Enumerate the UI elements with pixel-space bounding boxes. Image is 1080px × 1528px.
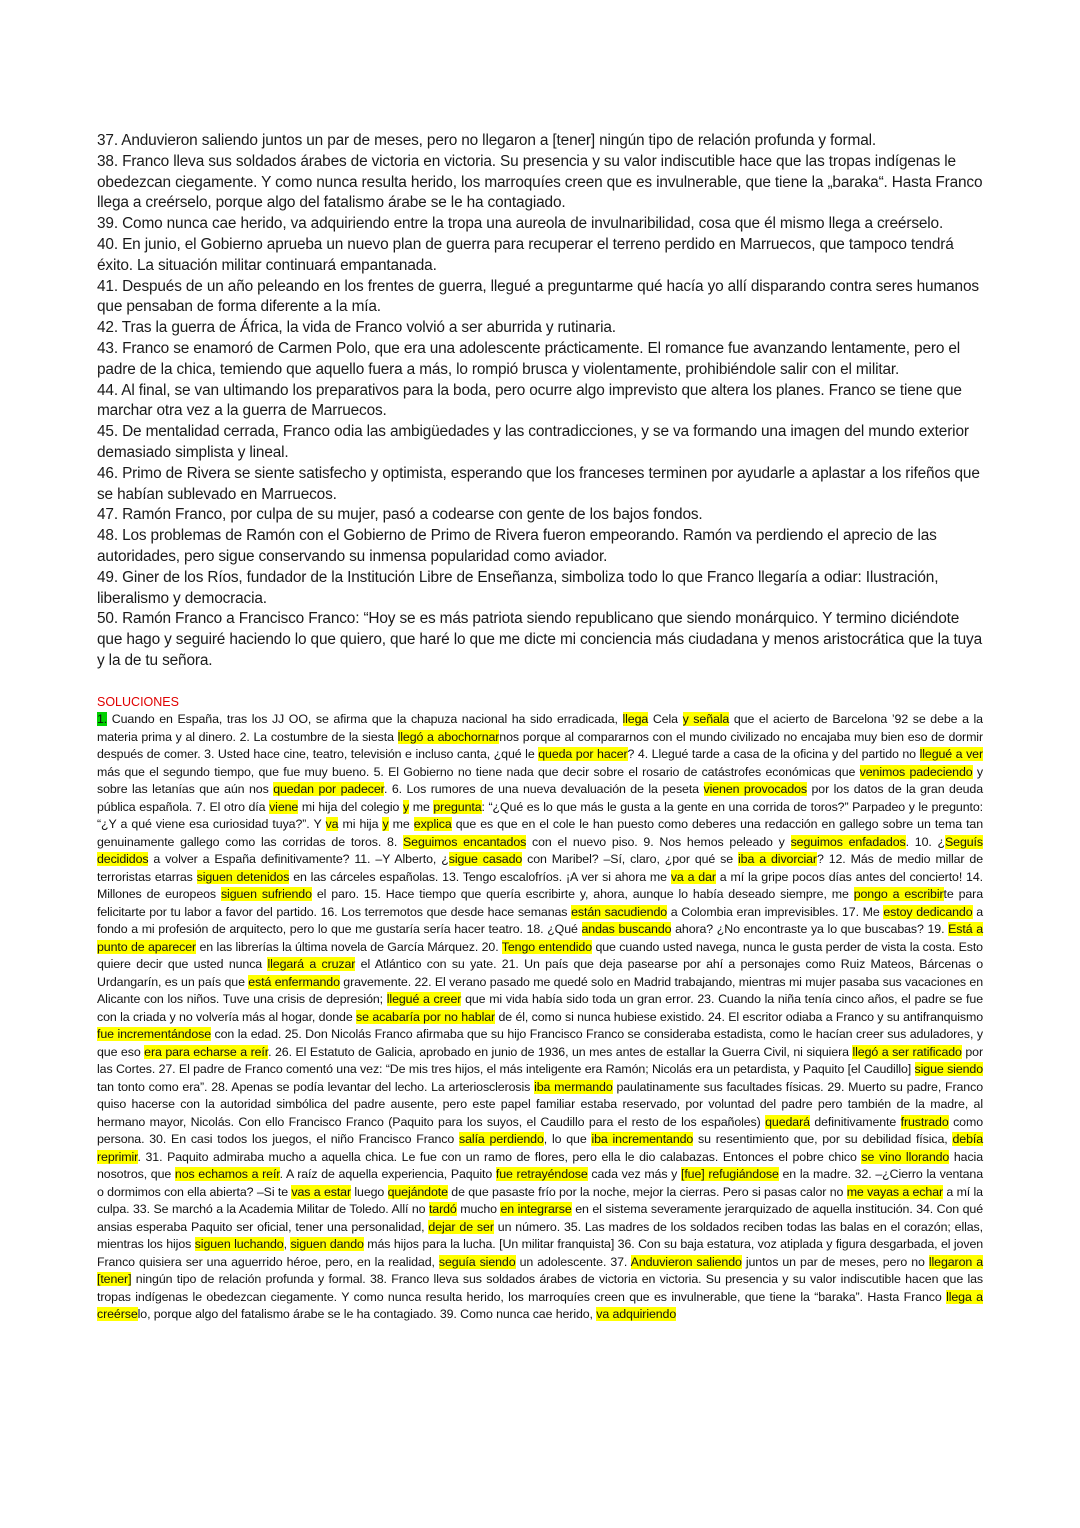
answer-highlight: pongo a escribir <box>853 887 944 901</box>
answer-highlight: va <box>325 817 339 831</box>
solution-text: me <box>409 799 434 814</box>
answer-highlight: estoy dedicando <box>883 904 973 919</box>
answer-highlight: frustrado <box>900 1114 949 1129</box>
answer-highlight: seguía siendo <box>438 1254 516 1269</box>
solution-text: como persona. 30. En casi todos los juegos, el niño Francisco Franco <box>97 1114 983 1146</box>
solution-text: , <box>283 1237 291 1251</box>
exercise-42: 42. Tras la guerra de África, la vida de Franco volvió a ser aburrida y rutinaria. <box>97 319 616 337</box>
answer-highlight: Está a punto de aparecer <box>97 922 984 954</box>
solution-text: . 31. Paquito admiraba mucho a aquella chica. Le fue con un ramo de flores, pero ella le dio calabazas. Entonces el pobre chico <box>137 1149 862 1164</box>
answer-highlight: iba a divorciar <box>738 852 817 866</box>
solution-text: tan tonto como era”. 28. Apenas se podía levantar del lecho. La arteriosclerosis <box>97 1079 535 1094</box>
answer-highlight: viene <box>269 799 299 814</box>
solution-text: . A raíz de aquella experiencia, Paquito <box>279 1167 496 1181</box>
answer-highlight: están sacudiendo <box>571 904 668 919</box>
solution-text: : “¿Qué es lo que más le gusta a la gente en una corrida de toros?” Parpadeo y le pregunto: “¿Y a qué viene esa curiosidad tuya?”. Y <box>97 799 983 831</box>
solution-text: y sobre las letanías que aún nos <box>97 764 983 796</box>
answer-highlight: Seguimos encantados <box>403 834 527 849</box>
solution-text: . 26. El Estatuto de Galicia, aprobado en junio de 1936, un mes antes de estallar la Guerra Civil, ni siquiera <box>268 1044 853 1059</box>
solution-text: a volver a España definitivamente? 11. –Y Alberto, ¿ <box>148 852 449 866</box>
solution-text: luego <box>350 1184 388 1199</box>
answer-highlight: pregunta <box>433 799 482 814</box>
solution-text: Cuando en España, tras los JJ OO, se afirma que la chapuza nacional ha sido erradicada, <box>107 712 623 726</box>
exercise-39: 39. Como nunca cae herido, va adquiriendo entre la tropa una aureola de invulnaribilidad, cosa que él mismo llega a creérselo. <box>97 215 944 233</box>
solution-text: más que el segundo tiempo, que fue muy bueno. 5. El Gobierno no tiene nada que decir sobre el rosario de catástrofes económicas que <box>97 764 860 779</box>
solution-text: . 10. ¿ <box>905 834 945 849</box>
exercise-38: 38. Franco lleva sus soldados árabes de victoria en victoria. Su presencia y su valor indiscutible hace que las tropas indígenas le obedezcan ciegamente. Y como nunca resulta herido, los marroquíes creen que es invulnerable, que tiene la „baraka“. Hasta Franco llega a creérselo, porque algo del fatalismo árabe se le ha contagiado. <box>97 152 983 212</box>
solution-text: que es que en el cole le han puesto como deberes una redacción en gallego sobre un tema tan genuinamente gallego como las corridas de toros. 8. <box>97 817 983 849</box>
solution-text: con el nuevo piso. 9. Nos hemos peleado y <box>526 834 791 849</box>
exercise-46: 46. Primo de Rivera se siente satisfecho y optimista, esperando que los franceses terminen por ayudarle a aplastar a los rifeños que se habían sublevado en Marruecos. <box>97 464 980 503</box>
answer-highlight: y <box>402 799 410 814</box>
answer-highlight: vienen provocados <box>703 782 807 796</box>
exercise-48: 48. Los problemas de Ramón con el Gobierno de Primo de Rivera fueron empeorando. Ramón va perdiendo el aprecio de las autoridades, pero sigue conservando su inmensa popularidad como aviador. <box>97 527 937 565</box>
solution-text: nos porque al compararnos con el mundo civilizado no encajaba muy bien eso de dormir después de comer. 3. Usted hace cine, teatro, televisión e incluso canta, ¿qué le <box>97 729 983 761</box>
answer-highlight: Tengo entendido <box>501 939 592 954</box>
exercise-40: 40. En junio, el Gobierno aprueba un nuevo plan de guerra para recuperar el terreno perdido en Marruecos, que tampoco tendrá éxito. La situación militar continuará empantanada. <box>97 235 954 274</box>
answer-highlight: Anduvieron saliendo <box>630 1254 742 1269</box>
solution-text: a mí la culpa. 33. Se marchó a la Academia Militar de Toledo. Allí no <box>97 1184 983 1216</box>
solution-text: , lo que <box>543 1132 592 1146</box>
answer-highlight: se acabaría por no hablar <box>356 1009 496 1024</box>
answer-highlight: vas a estar <box>291 1184 351 1199</box>
solution-text: gravemente. 22. El verano pasado me quedé solo en Madrid trabajando, mientras mi mujer pasaba sus vacaciones en Alicante con los niños. Tuve una crisis de depresión; <box>97 974 983 1006</box>
solution-text: un adolescente. 37. <box>515 1254 631 1269</box>
solution-text: que el acierto de Barcelona ’92 se debe a la materia prima y al dinero. 2. La costumbre de la siesta <box>97 712 983 744</box>
answer-highlight: llegará a cruzar <box>267 957 356 971</box>
solution-text: por las Cortes. 27. El padre de Franco comentó una vez: “De mis tres hijos, el más inteligente era Ramón; Nicolás era un petardista, y Paquito [el Caudillo] <box>97 1044 983 1076</box>
answer-highlight: está enfermando <box>248 974 340 989</box>
answer-highlight: quedará <box>765 1114 810 1129</box>
solution-text: ahora? ¿No encontraste ya lo que buscabas? 19. <box>671 922 949 936</box>
answer-highlight: Seguís decididos <box>97 834 983 866</box>
answer-highlight: llegué a ver <box>919 747 983 761</box>
answer-highlight: siguen detenidos <box>196 869 290 884</box>
answer-highlight: sigue siendo <box>914 1062 983 1076</box>
solution-text: mucho <box>456 1202 501 1216</box>
answer-highlight: venimos padeciendo <box>859 764 973 779</box>
solution-text: un número. 35. Las madres de los soldados reciben todas las balas en el corazón; ellas, mientras los hijos <box>97 1219 983 1251</box>
answer-highlight: llega a creérse <box>97 1289 983 1321</box>
answer-highlight: andas buscando <box>581 922 672 936</box>
answer-highlight: llegaron a [tener] <box>97 1254 984 1286</box>
answer-highlight: siguen dando <box>290 1237 364 1251</box>
solutions-heading: SOLUCIONES <box>97 695 179 709</box>
solution-text: cada vez más y <box>587 1167 681 1181</box>
exercise-50: 50. Ramón Franco a Francisco Franco: “Hoy se es más patriota siendo republicano que siendo monárquico. Y termino diciéndote que hago y seguiré haciendo lo que quiero, que haré lo que me dicte mi conciencia más ciudadana y menos aristocrática que la tuya y la de tu señora. <box>97 610 982 669</box>
answer-highlight: en integrarse <box>500 1202 572 1216</box>
answer-highlight: quedan por padecer <box>273 782 384 796</box>
answer-highlight: [fue] refugiándose <box>680 1167 779 1181</box>
solutions-paragraph <box>97 711 983 1324</box>
solution-text: en las librerías la última novela de García Márquez. 20. <box>196 939 502 954</box>
answer-highlight: debía reprimir <box>97 1132 983 1164</box>
answer-highlight: salía perdiendo <box>459 1132 544 1146</box>
answer-highlight: queda por hacer <box>538 747 628 761</box>
exercise-44: 44. Al final, se van ultimando los preparativos para la boda, pero ocurre algo imprevisto que altera los planes. Franco se tiene que marchar otra vez a la guerra de Marruecos. <box>97 381 962 420</box>
solution-text: paulatinamente sus facultades físicas. 29. Muerto su padre, Franco quiso hacerse con la autoridad simbólica del padre ausente, pero este papel familiar estaba reservado, por voluntad del padre pero también de la madre, al hermano mayor, Nicolás. Con ello Francisco Franco (Paquito para los suyos, el Caudillo para el resto de los españoles) <box>97 1079 983 1129</box>
answer-highlight: fue incrementándose <box>97 1027 212 1041</box>
answer-highlight: va adquiriendo <box>596 1307 677 1321</box>
solution-text: definitivamente <box>809 1114 901 1129</box>
solution-text: en la madre. 32. –¿Cierro la ventana o dormimos con ella abierta? –Si te <box>97 1167 984 1199</box>
solution-text: el paro. 15. Hace tiempo que quería escribirte y, ahora, aunque lo había deseado siempre, me <box>311 887 854 901</box>
solution-text: hacia nosotros, que <box>97 1149 983 1181</box>
answer-highlight: llegué a creer <box>386 992 462 1006</box>
solution-text: con Maribel? –Sí, claro, ¿por qué se <box>522 852 739 866</box>
solution-text: Cela <box>648 712 683 726</box>
solution-text: de que pasaste frío por la noche, mejor la cierras. Pero si pasas calor no <box>447 1184 847 1199</box>
solutions-text <box>97 711 983 1324</box>
answer-highlight: llega <box>622 712 649 726</box>
exercise-49: 49. Giner de los Ríos, fundador de la Institución Libre de Enseñanza, simboliza todo lo que Franco llegaría a odiar: Ilustración, liberalismo y democracia. <box>97 568 939 607</box>
answer-highlight: seguimos enfadados <box>790 834 906 849</box>
solution-text: te para felicitarte por tu labor a favor del partido. 16. Los terremotos que desde hace semanas <box>97 887 983 919</box>
solution-text: más hijos para la lucha. [Un militar franquista] 36. Con su baja estatura, voz atiplada y figura desgarbada, el joven Franco quisiera ser una aguerrido héroe, pero, en la realidad, <box>97 1237 984 1269</box>
answer-highlight: era para echarse a reír <box>144 1044 269 1059</box>
exercise-47: 47. Ramón Franco, por culpa de su mujer, pasó a codearse con gente de los bajos fondos. <box>97 506 703 524</box>
answer-highlight: nos echamos a reír <box>174 1167 280 1181</box>
exercise-41: 41. Después de un año peleando en los frentes de guerra, llegué a preguntarme qué hacía yo allí disparando contra seres humanos que pensaban de forma diferente a la mía. <box>97 277 979 316</box>
solution-text: me <box>388 817 414 831</box>
answer-highlight: explica <box>413 817 452 831</box>
answer-highlight: siguen luchando <box>194 1237 284 1251</box>
exercise-37: 37. Anduvieron saliendo juntos un par de meses, pero no llegaron a [tener] ningún tipo de relación profunda y formal. <box>97 132 877 149</box>
answer-highlight: se vino llorando <box>861 1149 950 1164</box>
solution-text: juntos un par de meses, pero no <box>741 1254 929 1269</box>
answer-highlight: y <box>382 817 389 831</box>
solution-text: a Colombia eran imprevisibles. 17. Me <box>667 904 884 919</box>
solution-text: a mí la gripe pocos días antes del concierto! 14. Millones de europeos <box>97 869 983 901</box>
solution-text: ningún tipo de relación profunda y formal. 38. Franco lleva sus soldados árabes de victoria en victoria. Su presencia y su valor indiscutible hacen que las tropas indígenas le obedezcan ciegamente. Y como nunca resulta herido, los marroquíes creen que es invulnerable, que tiene la “baraka”. Hasta Franco <box>97 1272 983 1304</box>
solution-text: su resentimiento que, por su debilidad física, <box>693 1132 953 1146</box>
solution-text: el Atlántico con su yate. 21. Un país que deja pasearse por ahí a personajes como Ruiz Mateos, Bárcenas o Urdangarín, es un país que <box>97 957 983 989</box>
solution-number-highlight: 1. <box>97 712 108 726</box>
answer-highlight: me vayas a echar <box>846 1184 944 1199</box>
solution-text: a fondo a mi profesión de arquitecto, pero lo que me gustaría sería hacer teatro. 18. ¿Qué <box>97 904 984 936</box>
answer-highlight: siguen sufriendo <box>220 887 312 901</box>
solution-text: mi hija <box>338 817 383 831</box>
answer-highlight: iba mermando <box>534 1079 613 1094</box>
answer-highlight: llegó a ser ratificado <box>852 1044 962 1059</box>
solution-text: . 6. Los rumores de una nueva devaluación de la peseta <box>383 782 704 796</box>
solution-text: de él, como si nunca hubiese existido. 24. El escritor odiaba a Franco y su antifranquismo <box>495 1009 983 1024</box>
solution-text: ? 12. Más de medio millar de terroristas etarras <box>97 852 984 884</box>
answer-highlight: dejar de ser <box>428 1219 494 1234</box>
answer-highlight: y señala <box>682 712 730 726</box>
answer-highlight: fue retrayéndose <box>495 1167 588 1181</box>
exercise-43: 43. Franco se enamoró de Carmen Polo, que era una adolescente prácticamente. El romance fue avanzando lentamente, pero el padre de la chica, temiendo que aquello fuera a más, lo rompió brusca y violentamente, prohibiéndole salir con el militar. <box>97 339 961 378</box>
solution-text: que cuando usted navega, nunca le gusta perder de vista la costa. Esto quiere decir que usted nunca <box>97 939 983 971</box>
exercise-45: 45. De mentalidad cerrada, Franco odia las ambigüedades y las contradicciones, y se va formando una imagen del mundo exterior demasiado simplista y lineal. <box>97 423 969 461</box>
answer-highlight: iba incrementando <box>591 1132 694 1146</box>
answer-highlight: va a dar <box>670 869 716 884</box>
solution-text: con la edad. 25. Don Nicolás Franco afirmaba que su hijo Francisco Franco se consideraba estadista, como le hacían creer sus aduladores, y que eso <box>97 1027 983 1059</box>
answer-highlight: sigue casado <box>448 852 523 866</box>
answer-highlight: tardó <box>428 1202 457 1216</box>
solution-text: mi hija del colegio <box>298 799 403 814</box>
solution-text: ? 4. Llegué tarde a casa de la oficina y del partido no <box>627 747 920 761</box>
answer-highlight: llegó a abochornar <box>397 729 500 744</box>
solution-text: en las cárceles españolas. 13. Tengo escalofríos. ¡A ver si ahora me <box>289 869 671 884</box>
solution-text: que mi vida había sido toda un gran error. 23. Cuando la niña tenía cinco años, el padre se fue con la criada y no volvería más al hogar, donde <box>97 992 983 1024</box>
answer-highlight: quejándote <box>387 1184 448 1199</box>
solution-text: por los datos de la gran deuda pública española. 7. El otro día <box>97 782 983 814</box>
exercise-list <box>97 131 987 672</box>
solution-text: en el sistema severamente jerarquizado de aquella institución. 34. Con qué ansias esperaba Paquito ser oficial, tener una personalidad, <box>97 1202 984 1234</box>
solution-text: lo, porque algo del fatalismo árabe se le ha contagiado. 39. Como nunca cae herido, <box>137 1307 597 1321</box>
